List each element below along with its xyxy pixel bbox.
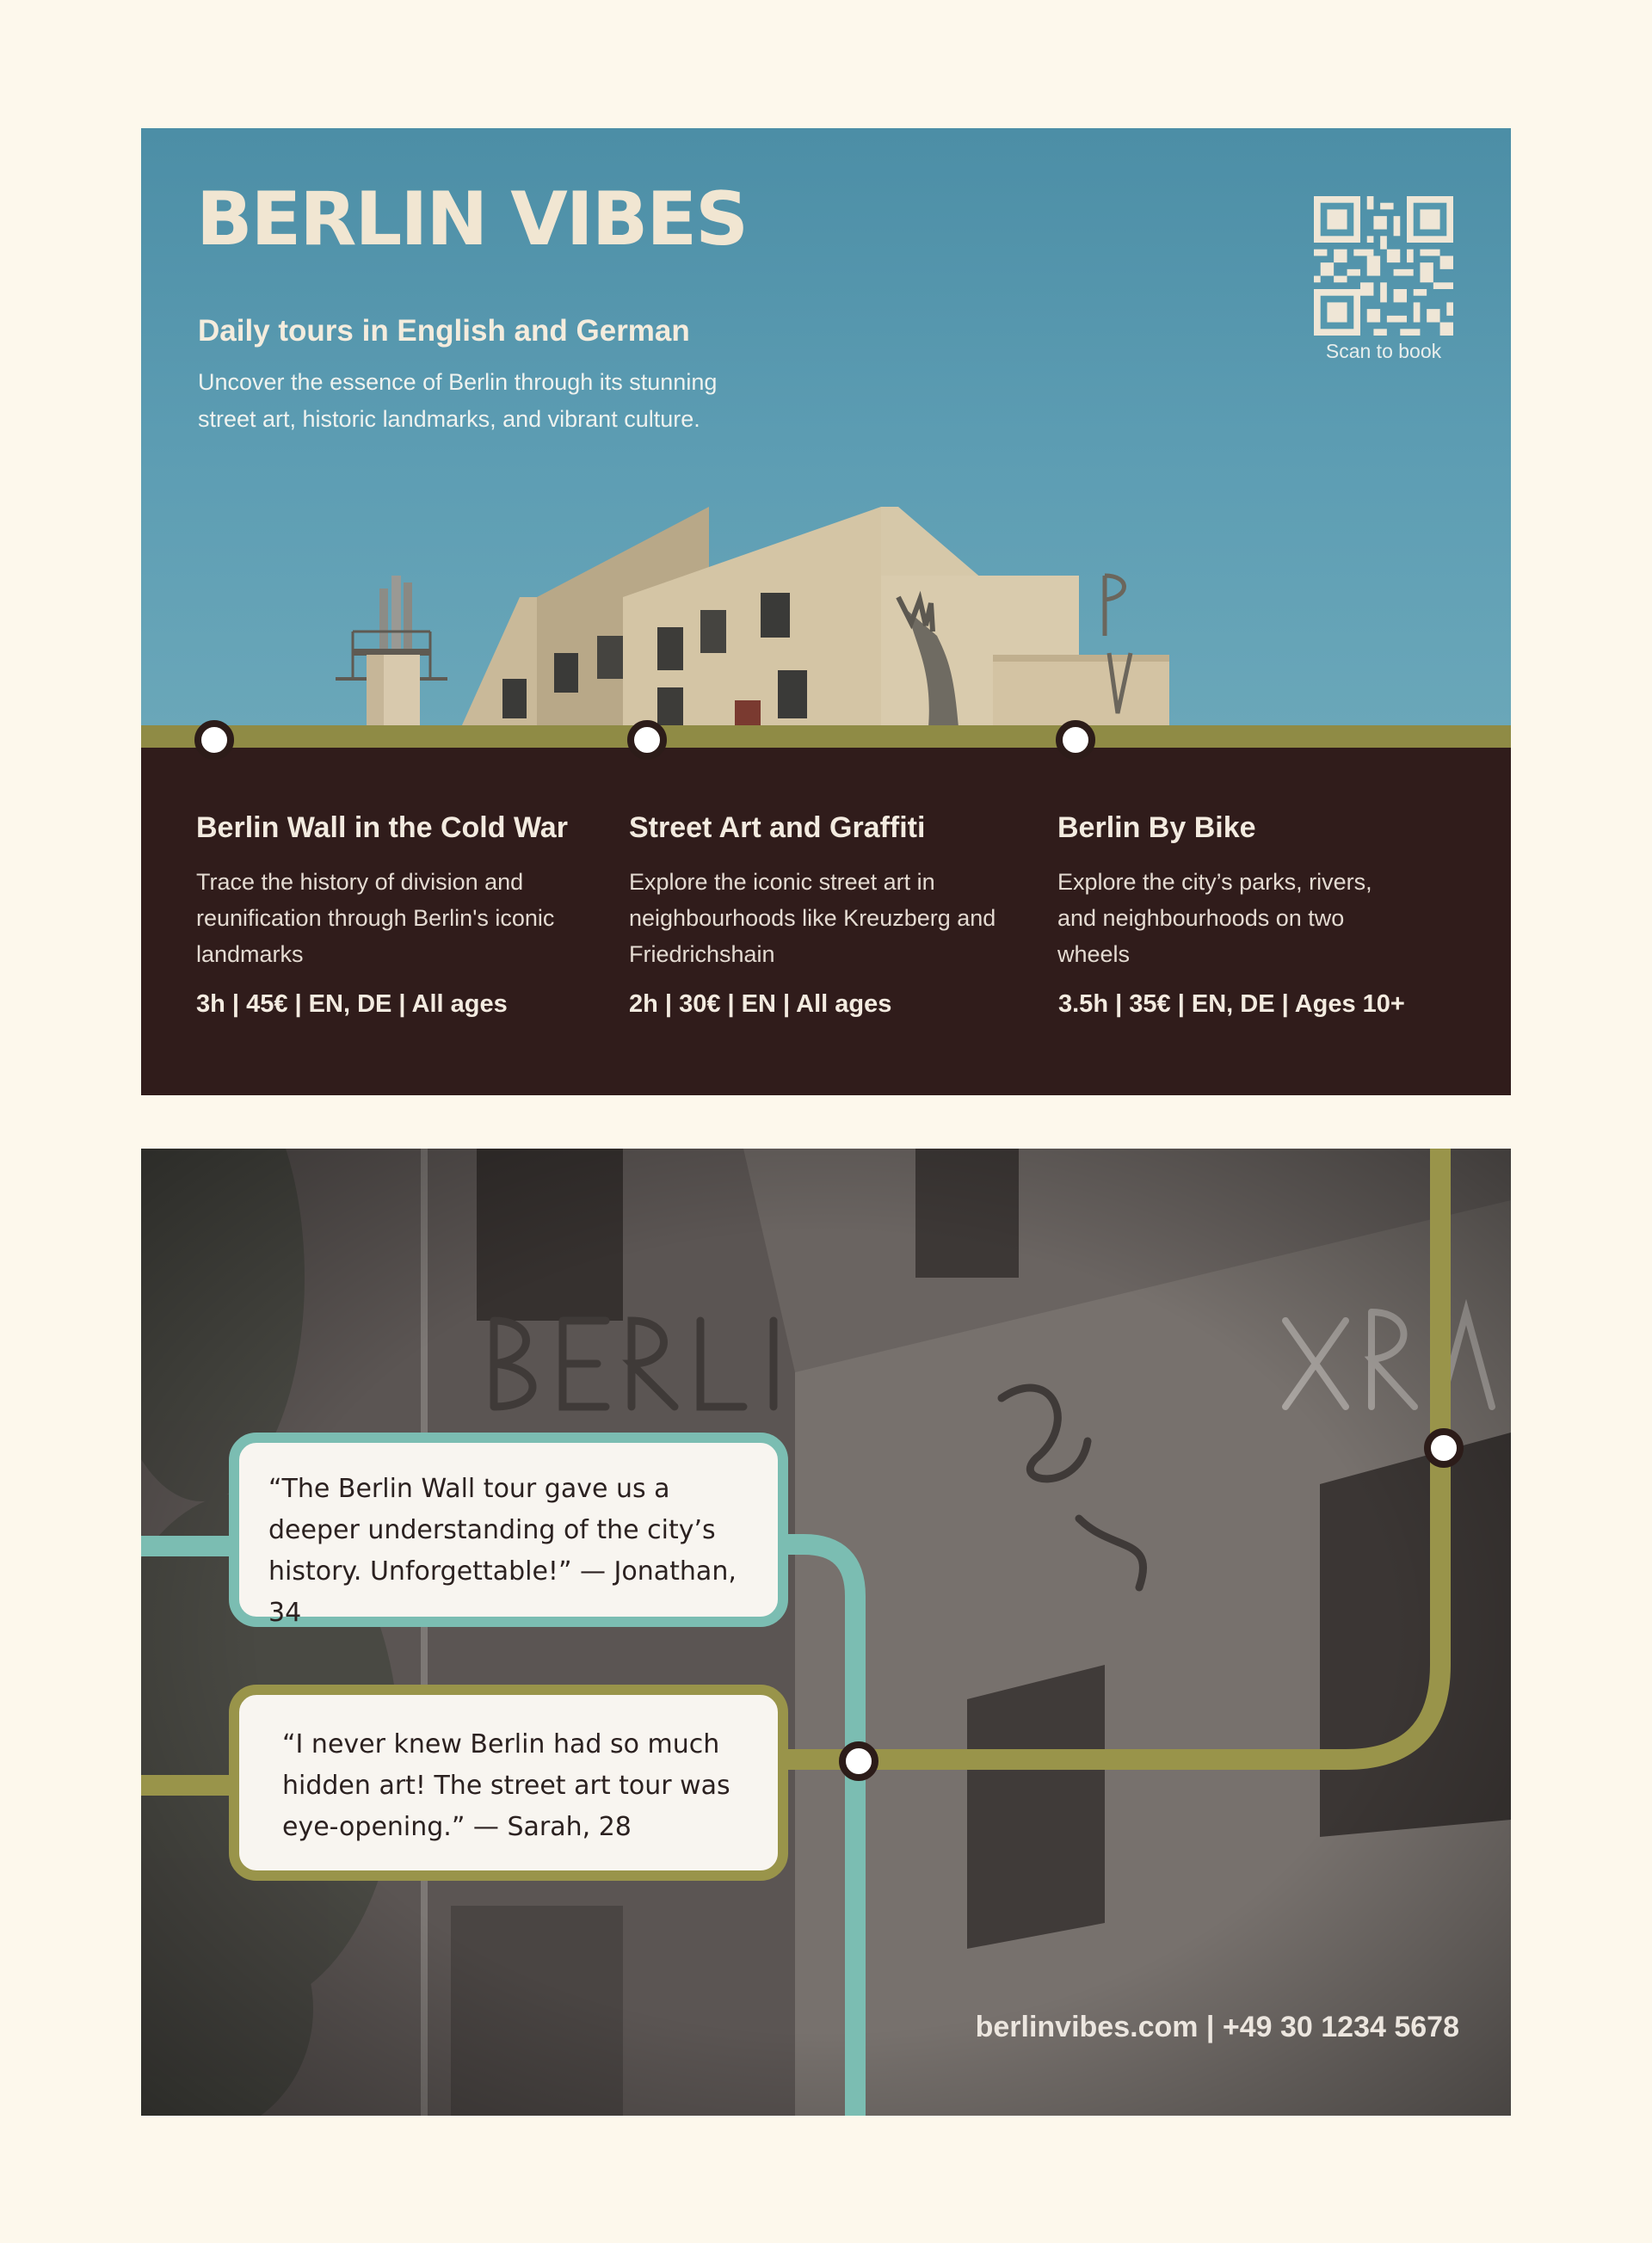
route-stop-icon bbox=[194, 720, 234, 760]
tour-item[interactable] bbox=[196, 811, 583, 972]
tagline: Daily tours in English and German bbox=[198, 314, 690, 348]
qr-caption: Scan to book bbox=[1325, 340, 1442, 362]
chimney-tower bbox=[336, 576, 447, 730]
tour-description: Explore the iconic street art in neighbourhoods like Kreuzberg and Friedrichshain bbox=[629, 869, 996, 967]
intro-text: Uncover the essence of Berlin through its stunning street art, historic landmarks, and vibrant culture. bbox=[198, 369, 718, 432]
tours-panel bbox=[141, 748, 1511, 1095]
route-line bbox=[141, 725, 1511, 748]
tour-description: Trace the history of division and reunification through Berlin's iconic landmarks bbox=[196, 869, 555, 967]
brand-title: BERLIN VIBES bbox=[196, 176, 748, 262]
apartment-block bbox=[461, 507, 1169, 727]
tour-meta: 2h | 30€ | EN | All ages bbox=[629, 990, 892, 1018]
tour-item[interactable] bbox=[629, 811, 1016, 972]
back-card bbox=[141, 1149, 1511, 2116]
tour-item[interactable] bbox=[1057, 811, 1384, 972]
contact-info[interactable]: berlinvibes.com | +49 30 1234 5678 bbox=[975, 2011, 1459, 2043]
front-card bbox=[141, 128, 1511, 1095]
qr-code-icon[interactable] bbox=[1314, 196, 1453, 336]
tour-name: Berlin By Bike bbox=[1057, 811, 1256, 844]
tour-name: Street Art and Graffiti bbox=[629, 811, 926, 844]
route-stop-icon bbox=[1056, 720, 1095, 760]
route-stop-icon bbox=[839, 1741, 878, 1781]
graffiti-wall-photo bbox=[141, 1149, 1511, 2116]
route-stop-icon bbox=[627, 720, 667, 760]
tour-meta: 3h | 45€ | EN, DE | All ages bbox=[196, 990, 508, 1018]
tour-meta: 3.5h | 35€ | EN, DE | Ages 10+ bbox=[1058, 990, 1405, 1018]
route-stop-icon bbox=[1424, 1428, 1464, 1468]
tour-name: Berlin Wall in the Cold War bbox=[196, 811, 568, 844]
tour-description: Explore the city’s parks, rivers, and neighbourhoods on two wheels bbox=[1057, 869, 1372, 967]
testimonial-card: “The Berlin Wall tour gave us a deeper understanding of the city’s history. Unforgettable!” — Jonathan, 34 bbox=[229, 1433, 788, 1627]
testimonial-card: “I never knew Berlin had so much hidden art! The street art tour was eye-opening.” — Sarah, 28 bbox=[229, 1685, 788, 1881]
